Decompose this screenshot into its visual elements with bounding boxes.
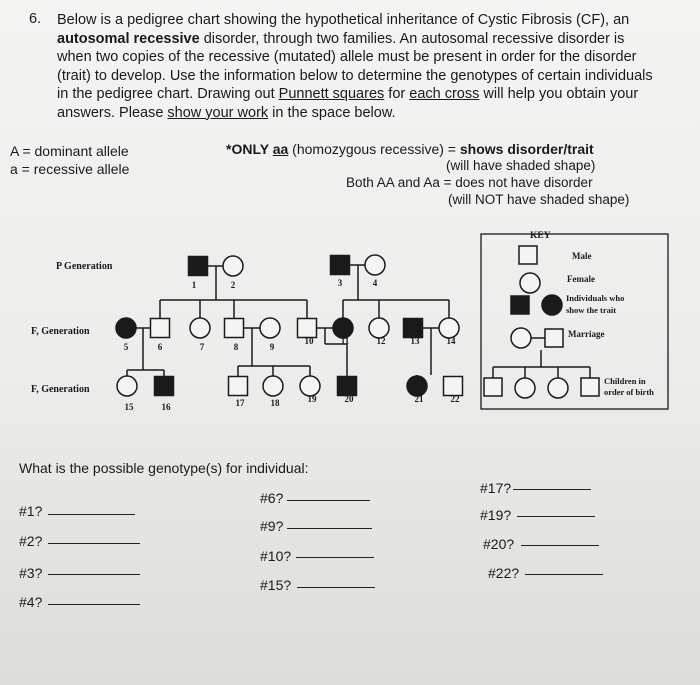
individual-number-11: 11	[340, 336, 350, 346]
question-text-part: will help you obtain your answers. Please	[57, 86, 639, 121]
key-affected-label-2: show the trait	[566, 305, 617, 315]
recessive-allele-label: a = recessive allele	[10, 161, 130, 177]
not-shaded-note: (will NOT have shaded shape)	[448, 192, 630, 207]
key-child-female-symbol	[548, 378, 568, 398]
individual-number-15: 15	[124, 402, 134, 412]
only-prefix: *ONLY	[226, 141, 273, 157]
individual-number-19: 19	[307, 394, 317, 404]
female-individual-5	[116, 318, 136, 338]
q17-label: #17?	[480, 480, 512, 496]
male-individual-13	[404, 319, 423, 338]
question-text-part: for	[384, 86, 410, 102]
q19-label: #19?	[480, 507, 512, 523]
female-individual-2	[223, 256, 243, 276]
key-title: KEY	[530, 231, 551, 241]
individual-number-9: 9	[269, 342, 275, 352]
individual-number-12: 12	[376, 336, 386, 346]
q19-answer-line[interactable]	[517, 516, 595, 517]
both-note: Both AA and Aa = does not have disorder	[346, 175, 593, 190]
key-child-male-symbol	[581, 378, 599, 396]
p-generation-label: P Generation	[56, 261, 113, 272]
key-child-male-symbol	[484, 378, 502, 396]
individual-number-17: 17	[235, 398, 245, 408]
individual-number-8: 8	[233, 342, 239, 352]
female-individual-15	[117, 376, 137, 396]
individual-number-16: 16	[161, 402, 171, 412]
underlined-term: each cross	[409, 86, 480, 102]
male-individual-10	[298, 319, 317, 338]
q1-label: #1?	[19, 503, 43, 519]
female-individual-4	[365, 255, 385, 275]
individual-number-4: 4	[372, 278, 378, 288]
male-individual-17	[229, 377, 248, 396]
key-female-symbol	[520, 273, 540, 293]
question-text-part: Below is a pedigree chart showing the hypothetical inheritance of Cystic Fibrosis (CF), an	[57, 12, 630, 28]
individual-number-22: 22	[450, 394, 460, 404]
question-text-part: in the space below.	[268, 104, 396, 121]
q15-label: #15?	[260, 577, 292, 593]
underlined-term: Punnett squares	[278, 86, 385, 102]
q2-label: #2?	[19, 533, 43, 549]
question-text-part: disorder, through two families. An autosomal recessive disorder is when two copies of the recessive (mutated) allele must be present in order for the disorder (trait) to develop. Use the information below to determine the genotypes of certain individuals in the pedigree chart. Drawing out	[57, 30, 653, 102]
q4-answer-line[interactable]	[48, 604, 140, 605]
question-bold-term: autosomal recessive	[57, 30, 200, 47]
female-individual-18	[263, 376, 283, 396]
q9-answer-line[interactable]	[287, 528, 372, 529]
q1-answer-line[interactable]	[48, 514, 135, 515]
individual-number-1: 1	[191, 280, 197, 290]
individual-number-18: 18	[270, 398, 280, 408]
key-children-label-1: Children in	[604, 376, 646, 386]
q3-answer-line[interactable]	[48, 574, 140, 575]
q4-label: #4?	[19, 594, 43, 610]
male-individual-1	[189, 257, 208, 276]
f1-generation-label: F, Generation	[31, 326, 90, 337]
q10-label: #10?	[260, 548, 292, 564]
key-children-label-2: order of birth	[604, 387, 654, 397]
question-number: 6.	[29, 11, 42, 27]
key-affected-label-1: Individuals who	[566, 293, 625, 303]
female-individual-19	[300, 376, 320, 396]
key-marriage-male-symbol	[545, 329, 563, 347]
answers-prompt: What is the possible genotype(s) for individual:	[19, 460, 309, 476]
individual-number-14: 14	[446, 336, 456, 346]
female-individual-7	[190, 318, 210, 338]
q2-answer-line[interactable]	[48, 543, 140, 544]
key-affected-female-symbol	[542, 295, 562, 315]
key-male-symbol	[519, 246, 537, 264]
individual-number-10: 10	[304, 336, 314, 346]
q6-answer-line[interactable]	[287, 500, 370, 501]
q6-label: #6?	[260, 490, 284, 506]
only-mid: (homozygous recessive) =	[288, 141, 460, 157]
key-marriage-label: Marriage	[568, 329, 605, 339]
q20-answer-line[interactable]	[521, 545, 599, 546]
key-male-label: Male	[572, 251, 592, 261]
female-individual-12	[369, 318, 389, 338]
individual-number-6: 6	[157, 342, 163, 352]
q10-answer-line[interactable]	[296, 557, 374, 558]
male-individual-16	[155, 377, 174, 396]
individual-number-2: 2	[230, 280, 236, 290]
underlined-term: show your work	[167, 104, 269, 121]
f2-generation-label: F, Generation	[31, 384, 90, 395]
individual-number-13: 13	[410, 336, 420, 346]
female-individual-11	[333, 318, 353, 338]
male-individual-20	[338, 377, 357, 396]
individual-number-20: 20	[344, 394, 354, 404]
q20-label: #20?	[483, 536, 515, 552]
male-individual-6	[151, 319, 170, 338]
female-individual-9	[260, 318, 280, 338]
aa-term: aa	[272, 141, 289, 157]
shows-disorder-term: shows disorder/trait	[459, 141, 594, 157]
q22-answer-line[interactable]	[525, 574, 603, 575]
key-child-female-symbol	[515, 378, 535, 398]
individual-number-5: 5	[123, 342, 129, 352]
q3-label: #3?	[19, 565, 43, 581]
male-individual-22	[444, 377, 463, 396]
male-individual-3	[331, 256, 350, 275]
shaded-note: (will have shaded shape)	[446, 158, 596, 173]
individual-number-3: 3	[337, 278, 343, 288]
individual-number-21: 21	[414, 394, 424, 404]
q9-label: #9?	[260, 518, 284, 534]
q17-answer-line[interactable]	[513, 489, 591, 490]
dominant-allele-label: A = dominant allele	[10, 143, 129, 159]
q22-label: #22?	[488, 565, 520, 581]
key-marriage-female-symbol	[511, 328, 531, 348]
key-affected-male-symbol	[511, 296, 529, 314]
key-female-label: Female	[567, 274, 595, 284]
q15-answer-line[interactable]	[297, 587, 375, 588]
male-individual-8	[225, 319, 244, 338]
female-individual-21	[407, 376, 427, 396]
individual-number-7: 7	[199, 342, 205, 352]
female-individual-14	[439, 318, 459, 338]
